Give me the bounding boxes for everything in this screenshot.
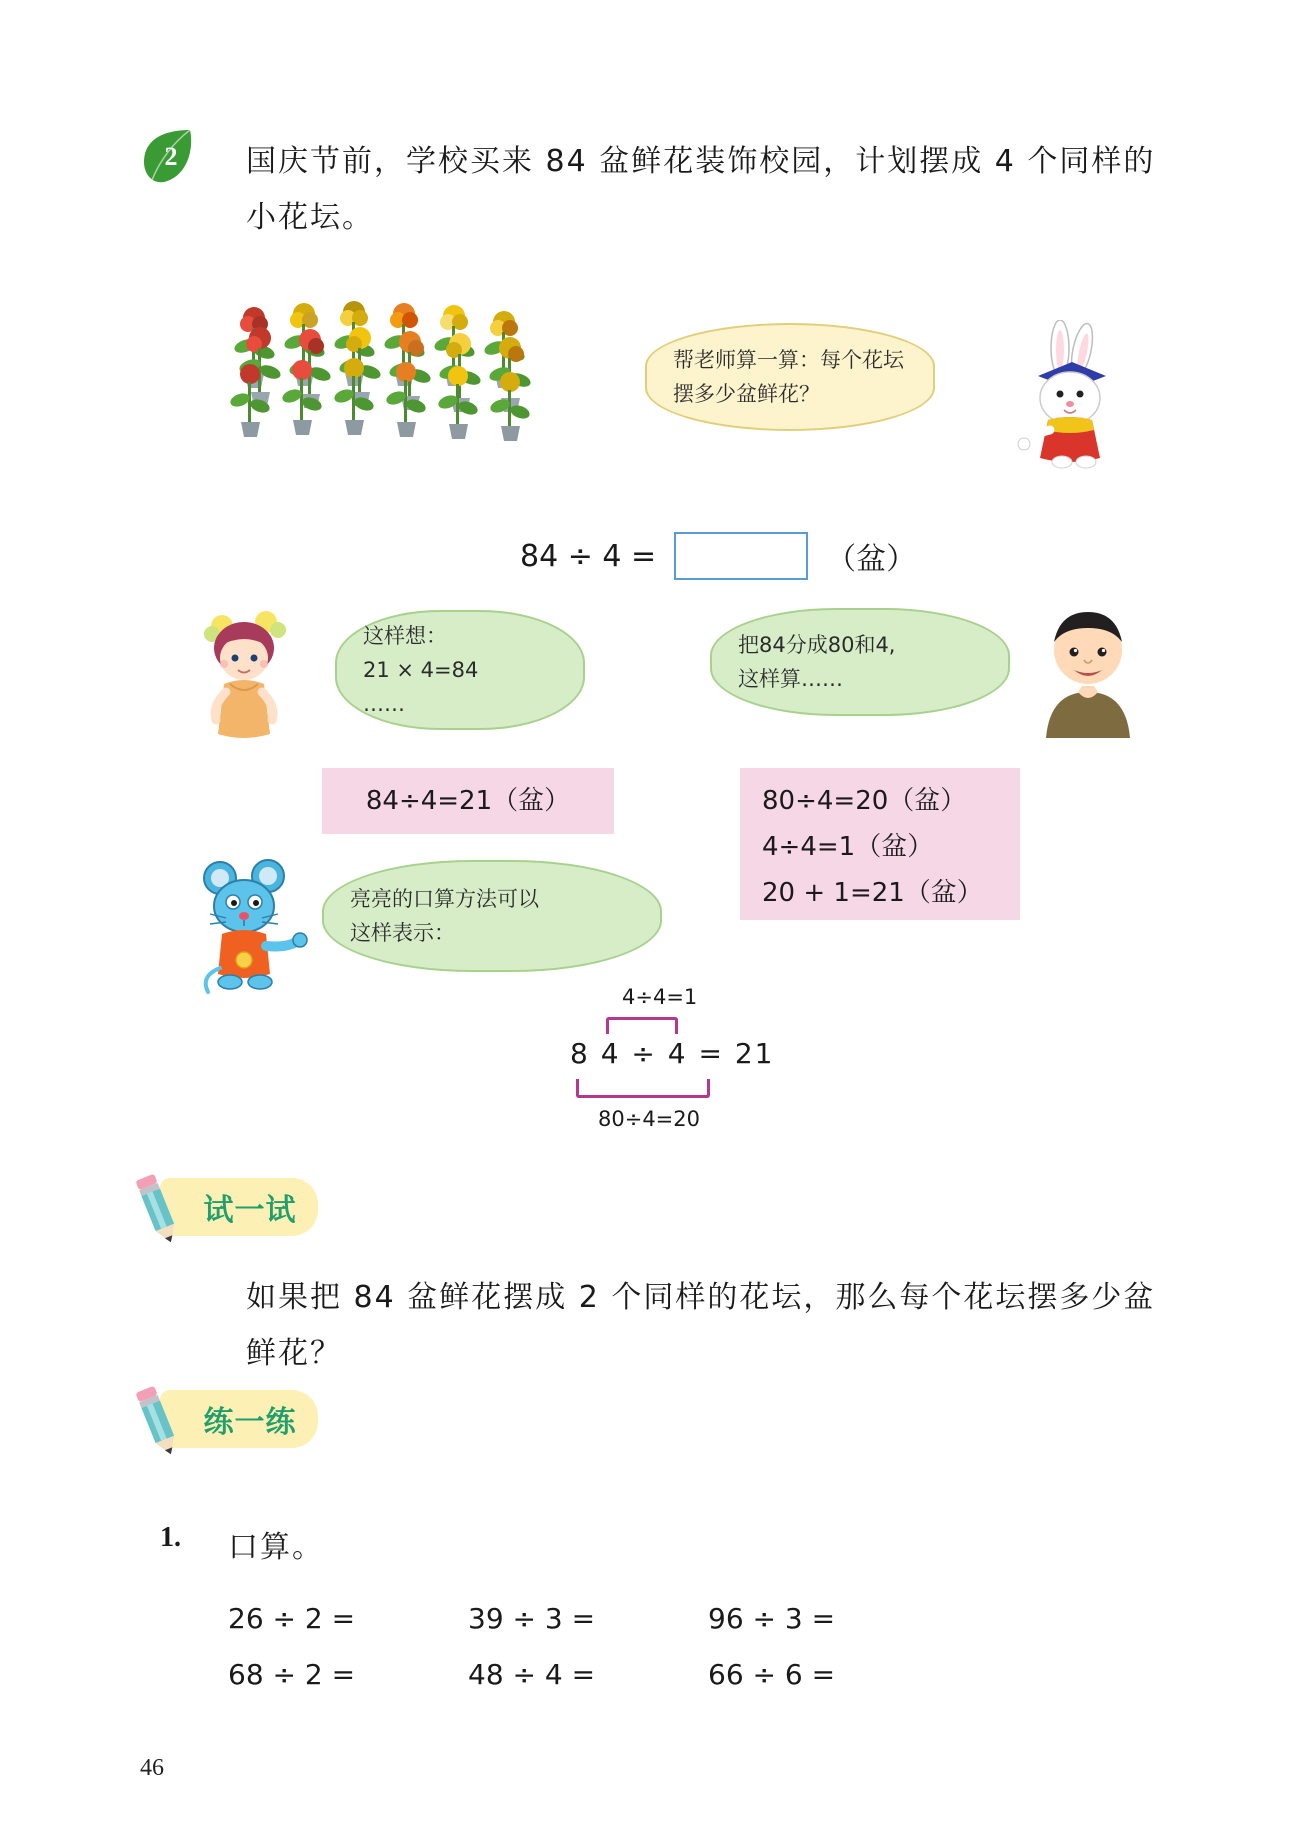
exercise-problem[interactable]: 26 ÷ 2 = — [228, 1601, 356, 1635]
brace-bottom — [576, 1079, 710, 1098]
speech-bubble-teacher-question — [645, 323, 935, 431]
speech-bubble-girl-line2: 21 × 4=84 — [363, 658, 479, 682]
brace-top — [606, 1017, 678, 1034]
result-box-right-line1: 80÷4=20（盆） — [762, 786, 967, 816]
exercise-problem[interactable]: 68 ÷ 2 = — [228, 1657, 356, 1691]
speech-bubble-boy-line2: 这样算…… — [738, 667, 843, 691]
page-number: 46 — [140, 1755, 164, 1781]
result-box-right-line3: 20 + 1=21（盆） — [762, 878, 983, 908]
try-it-text: 如果把 84 盆鲜花摆成 2 个同样的花坛，那么每个花坛摆多少盆鲜花？ — [246, 1280, 1156, 1371]
decomposition-bottom-label: 80÷4=20 — [598, 1107, 700, 1131]
section-tag-try — [120, 1170, 320, 1242]
result-box-left-line1: 84÷4=21（盆） — [365, 786, 571, 816]
result-box-right-line2: 4÷4=1（盆） — [762, 832, 934, 862]
section-tag-practice-label: 练一练 — [203, 1405, 297, 1440]
exercise-row — [228, 1590, 948, 1646]
girl-character — [196, 600, 311, 745]
flower-pots-illustration — [228, 290, 568, 460]
result-box-left — [322, 768, 614, 834]
speech-bubble-girl-line3: …… — [363, 692, 405, 716]
main-equation-left: 84 ÷ 4 = — [520, 538, 657, 574]
speech-bubble-mouse-line1: 亮亮的口算方法可以 — [350, 887, 539, 911]
exercise-problem[interactable]: 66 ÷ 6 = — [708, 1657, 836, 1691]
section-tag-practice — [120, 1382, 320, 1454]
main-equation — [520, 532, 916, 580]
speech-bubble-girl-line1: 这样想： — [363, 624, 447, 648]
result-box-right — [740, 768, 1020, 920]
answer-input-box[interactable] — [674, 532, 808, 580]
mouse-character — [190, 850, 320, 1000]
decomposition-top-label: 4÷4=1 — [622, 985, 698, 1009]
exercise-problem[interactable]: 48 ÷ 4 = — [468, 1657, 596, 1691]
main-equation-unit: （盆） — [826, 542, 917, 577]
speech-bubble-girl — [335, 610, 585, 730]
speech-bubble-mouse-line2: 这样表示： — [350, 921, 455, 945]
exercise-title: 口算。 — [228, 1530, 324, 1565]
decomposition-equation: 8 4 ÷ 4 = 21 — [570, 1037, 775, 1070]
problem-number-label: 2 — [164, 142, 178, 171]
speech-bubble-teacher-text: 帮老师算一算：每个花坛摆多少盆鲜花？ — [673, 348, 904, 406]
section-tag-try-label: 试一试 — [203, 1193, 297, 1228]
boy-character — [1028, 598, 1148, 738]
exercise-number: 1. — [160, 1522, 181, 1553]
speech-bubble-mouse — [322, 860, 662, 972]
problem-number-badge — [140, 128, 200, 186]
speech-bubble-boy-line1: 把84分成80和4, — [738, 633, 896, 657]
exercise-row — [228, 1646, 948, 1702]
rabbit-character — [1000, 320, 1120, 470]
problem-statement: 国庆节前，学校买来 84 盆鲜花装饰校园，计划摆成 4 个同样的小花坛。 — [246, 144, 1156, 235]
exercise-problem-grid — [228, 1590, 948, 1702]
exercise-problem[interactable]: 39 ÷ 3 = — [468, 1601, 596, 1635]
exercise-problem[interactable]: 96 ÷ 3 = — [708, 1601, 836, 1635]
speech-bubble-boy — [710, 608, 1010, 716]
decomposition-diagram — [570, 985, 830, 1135]
